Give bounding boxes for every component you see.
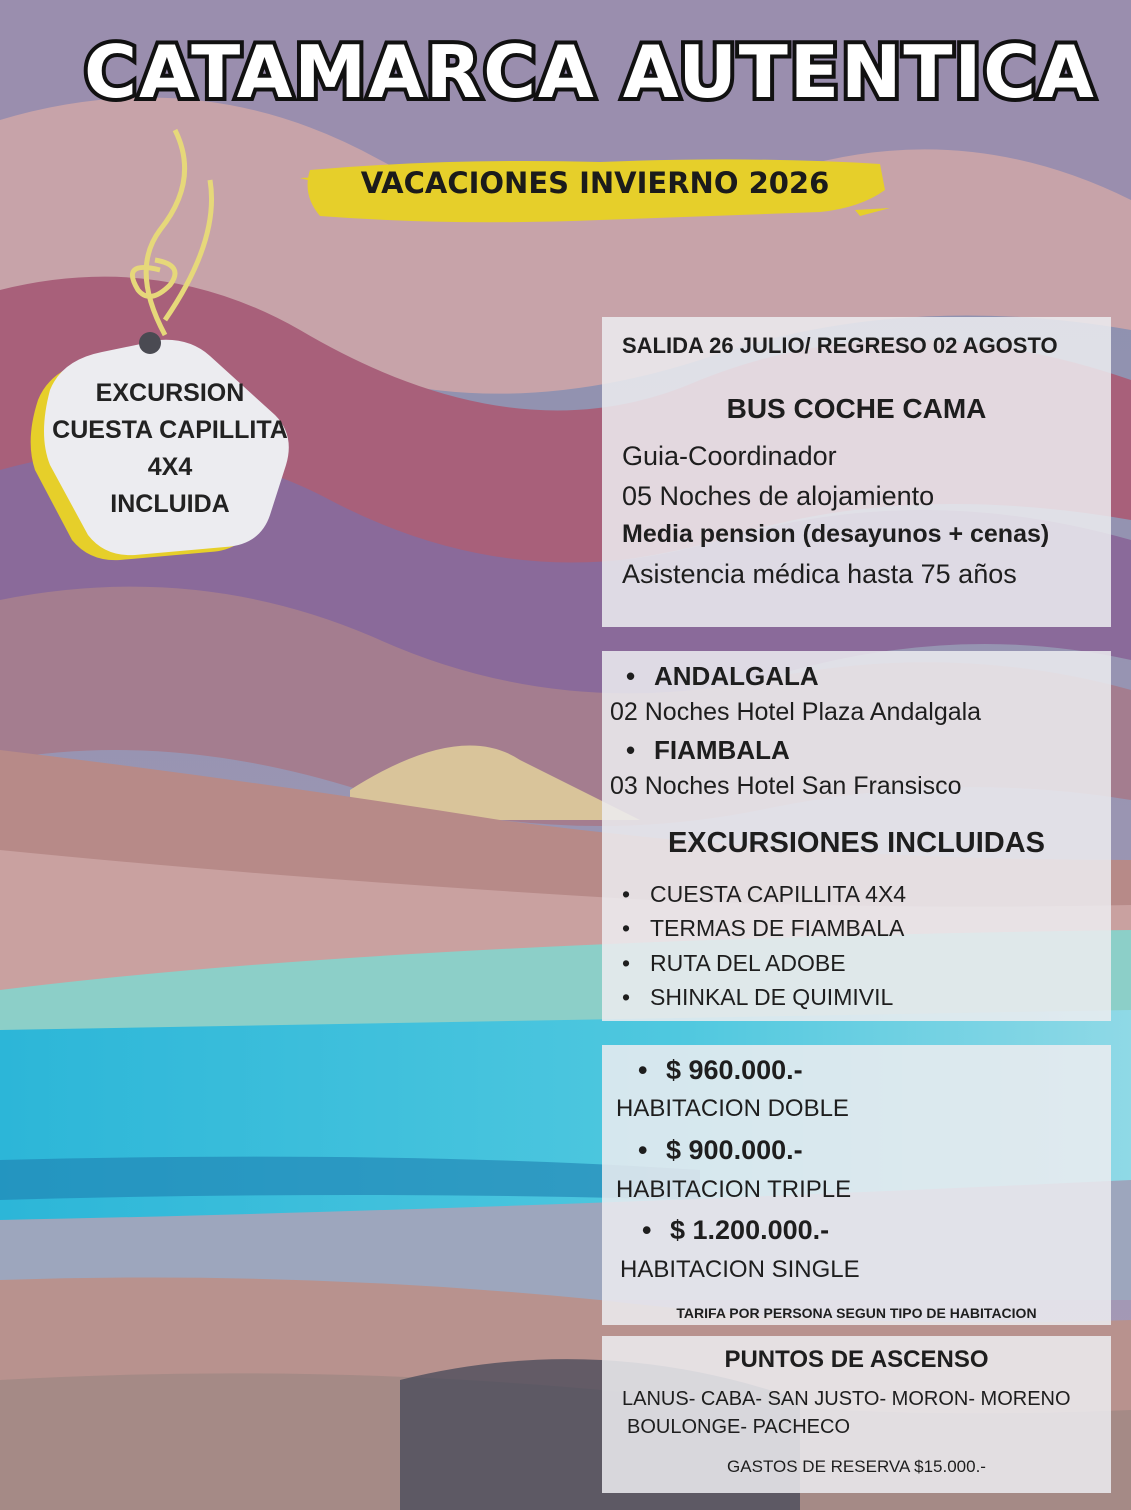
- excursion-item: • SHINKAL DE QUIMIVIL: [650, 984, 893, 1011]
- subtitle-banner: [300, 150, 890, 230]
- excursion-item: • CUESTA CAPILLITA 4X4: [650, 881, 906, 908]
- pickup-heading: PUNTOS DE ASCENSO: [724, 1346, 989, 1373]
- subtitle: VACACIONES INVIERNO 2026: [360, 166, 830, 200]
- tag-line: 4X4: [147, 453, 193, 481]
- stay-detail: 02 Noches Hotel Plaza Andalgala: [610, 698, 982, 726]
- tag-line: EXCURSION: [95, 379, 245, 407]
- room-type: HABITACION DOBLE: [616, 1095, 849, 1122]
- trip-dates: SALIDA 26 JULIO/ REGRESO 02 AGOSTO: [622, 333, 1058, 358]
- tag-line: CUESTA CAPILLITA: [52, 416, 288, 444]
- pickup-line: BOULONGE- PACHECO: [627, 1416, 850, 1438]
- trip-item: 05 Noches de alojamiento: [622, 481, 935, 511]
- price: • $ 1.200.000.-: [670, 1215, 829, 1246]
- prices-panel: [602, 1045, 1111, 1325]
- stay-place: • ANDALGALA: [654, 661, 819, 692]
- excursion-item: • RUTA DEL ADOBE: [650, 950, 846, 977]
- tag-line: INCLUIDA: [110, 490, 230, 518]
- excursion-item: • TERMAS DE FIAMBALA: [650, 915, 904, 942]
- stay-detail: 03 Noches Hotel San Fransisco: [610, 772, 962, 800]
- price: • $ 960.000.-: [666, 1055, 803, 1086]
- trip-item: Asistencia médica hasta 75 años: [622, 559, 1017, 589]
- trip-item: Guia-Coordinador: [622, 441, 837, 471]
- reservation-fee: GASTOS DE RESERVA $15.000.-: [727, 1457, 986, 1476]
- excursions-heading: EXCURSIONES INCLUIDAS: [667, 827, 1046, 859]
- stay-place: • FIAMBALA: [654, 735, 790, 766]
- room-type: HABITACION TRIPLE: [616, 1176, 852, 1203]
- price: • $ 900.000.-: [666, 1135, 803, 1166]
- trip-info-panel: [602, 317, 1111, 627]
- transport-heading: BUS COCHE CAMA: [726, 393, 987, 424]
- room-type: HABITACION SINGLE: [620, 1256, 860, 1283]
- poster-title: CATAMARCA AUTENTICA: [84, 30, 1096, 114]
- pickup-panel: [602, 1336, 1111, 1493]
- trip-item: Media pension (desayunos + cenas): [622, 520, 1050, 548]
- pickup-line: LANUS- CABA- SAN JUSTO- MORON- MORENO: [622, 1388, 1071, 1410]
- tag-text: [30, 375, 310, 523]
- price-note: TARIFA POR PERSONA SEGUN TIPO DE HABITACION: [676, 1305, 1037, 1321]
- itinerary-panel: [602, 651, 1111, 1021]
